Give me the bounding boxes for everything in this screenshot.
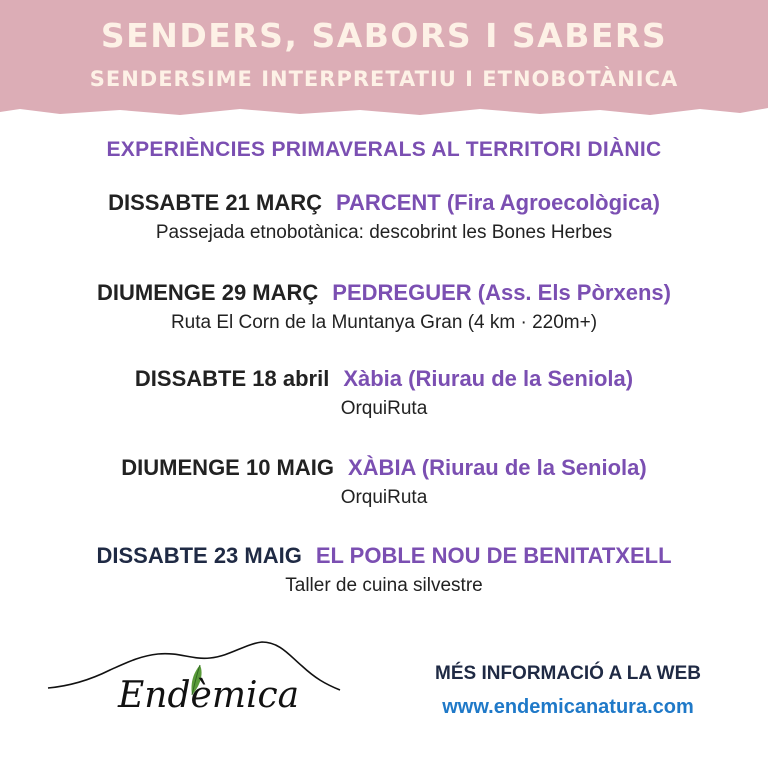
event-description: Taller de cuina silvestre bbox=[285, 575, 483, 596]
event-description: Passejada etnobotànica: descobrint les Bones Herbes bbox=[155, 222, 613, 243]
event-date: DISSABTE 23 MAIG bbox=[96, 543, 302, 568]
event-date: DIUMENGE 29 MARÇ bbox=[97, 280, 319, 305]
event-item bbox=[0, 190, 768, 244]
event-item bbox=[0, 366, 768, 420]
event-item bbox=[0, 455, 768, 509]
event-description: OrquiRuta bbox=[340, 487, 428, 508]
more-info-label: MÉS INFORMACIÓ A LA WEB bbox=[435, 663, 701, 684]
event-description: OrquiRuta bbox=[340, 398, 428, 419]
event-date: DISSABTE 18 abril bbox=[134, 366, 330, 391]
event-item bbox=[0, 543, 768, 597]
event-place: Xàbia (Riurau de la Seniola) bbox=[343, 366, 634, 391]
event-item bbox=[0, 280, 768, 334]
event-place: XÀBIA (Riurau de la Seniola) bbox=[348, 455, 647, 480]
event-place: PARCENT (Fira Agroecològica) bbox=[336, 190, 660, 215]
page-subtitle: SENDERSIME INTERPRETATIU I ETNOBOTÀNICA bbox=[89, 67, 679, 91]
event-description: Ruta El Corn de la Muntanya Gran (4 km · 220m+) bbox=[170, 312, 598, 333]
logo-text: Endèmica bbox=[118, 675, 300, 716]
page-title: SENDERS, SABORS I SABERS bbox=[100, 16, 668, 55]
event-date: DISSABTE 21 MARÇ bbox=[108, 190, 322, 215]
event-place: EL POBLE NOU DE BENITATXELL bbox=[315, 543, 672, 568]
website-link[interactable]: www.endemicanatura.com bbox=[442, 696, 694, 718]
header-banner bbox=[0, 0, 768, 118]
section-heading: EXPERIÈNCIES PRIMAVERALS AL TERRITORI DIÀNIC bbox=[106, 138, 662, 161]
event-place: PEDREGUER (Ass. Els Pòrxens) bbox=[332, 280, 671, 305]
event-date: DIUMENGE 10 MAIG bbox=[121, 455, 334, 480]
